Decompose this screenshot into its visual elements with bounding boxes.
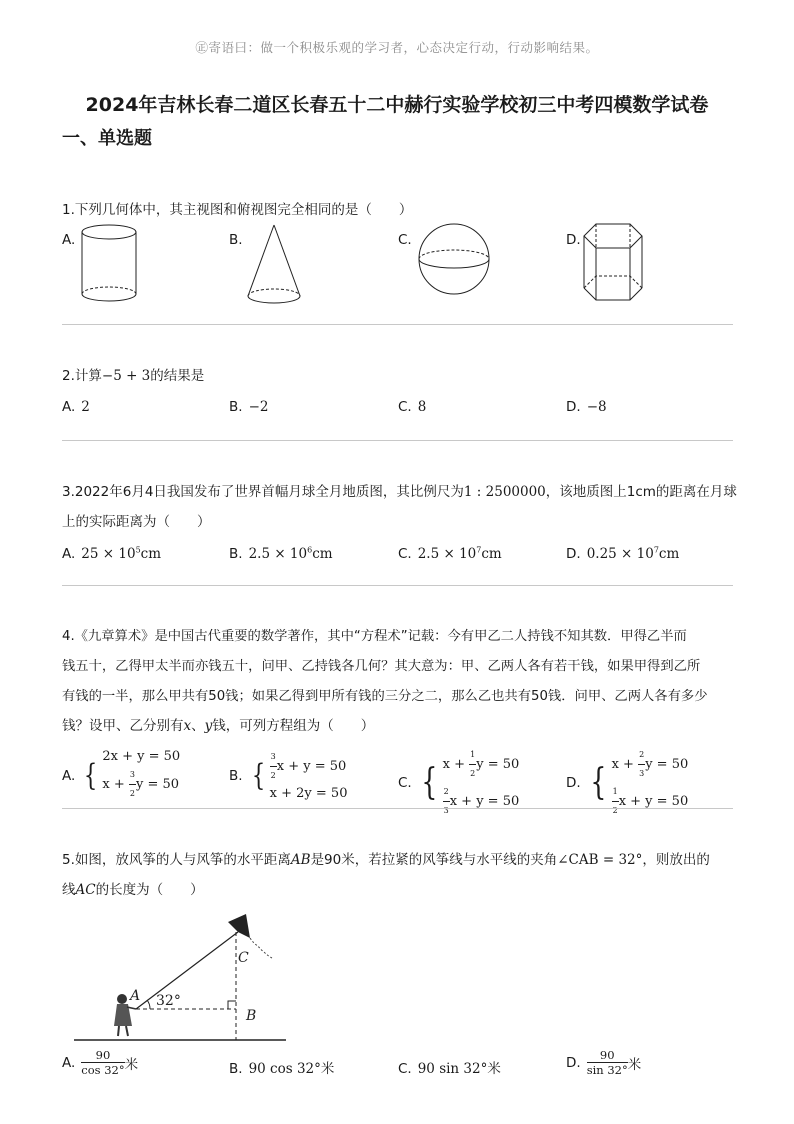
equation-line: 2x + y = 50 — [102, 749, 181, 764]
variable-y: y — [204, 718, 213, 734]
angle-label: 32° — [156, 993, 181, 1009]
option-unit: 米 — [627, 1056, 642, 1073]
segment-ac: AC — [75, 882, 96, 898]
option-mantissa: 25 × 10 — [81, 545, 136, 562]
question-1-stem: 1.下列几何体中，其主视图和俯视图完全相同的是（ ） — [62, 202, 413, 218]
equation-part: x + y = 50 — [276, 759, 347, 774]
fraction-numerator: 90 — [587, 1048, 628, 1063]
option-label: B. — [229, 232, 243, 248]
option-label: B. — [229, 1061, 243, 1077]
option-value: −2 — [248, 399, 269, 415]
q3-stem-text: 3.2022年6月4日我国发布了世界首幅月球全月地质图，其比例尺为 — [62, 484, 464, 500]
q4-stem-text: 钱，可列方程组为（ ） — [212, 718, 375, 734]
kite-figure — [70, 908, 290, 1046]
equation-part: x + — [611, 757, 639, 772]
equation-system: { x + $\frac{2}{3}$ y = 50 $\frac{1}{2}$ x + y = 50 — [587, 746, 689, 820]
option-value: 2 — [81, 399, 90, 415]
fraction-numerator: 2 — [443, 783, 450, 802]
q3-option-c[interactable] — [398, 545, 502, 562]
equation-system: { 2x + y = 50 x + $\frac{3}{2}$ y = 50 — [81, 748, 180, 803]
q5-option-a[interactable] — [62, 1048, 138, 1077]
kite-icon — [228, 914, 272, 958]
cone-icon — [244, 222, 304, 308]
option-label: C. — [398, 775, 412, 791]
fraction-numerator: 1 — [469, 746, 476, 765]
equation-part: x + y = 50 — [449, 794, 520, 809]
equation-line: x + 2y = 50 — [269, 786, 348, 801]
option-label: A. — [62, 399, 76, 415]
angle-cab: ∠CAB = 32° — [557, 852, 643, 868]
question-4-line-4 — [62, 712, 374, 741]
option-unit: 米 — [124, 1056, 139, 1073]
fraction-numerator: 90 — [81, 1048, 124, 1063]
q4-option-a[interactable] — [62, 748, 180, 803]
sphere-icon — [414, 222, 494, 298]
q5-stem-text: ，则放出的 — [642, 852, 710, 868]
equation-part: y = 50 — [135, 777, 180, 792]
fraction-denominator: cos 32° — [81, 1063, 125, 1077]
q2-expression: −5 + 3 — [101, 368, 151, 384]
fraction-numerator: 3 — [129, 766, 136, 785]
option-label: A. — [62, 767, 76, 784]
q5-stem-text: 的长度为（ ） — [95, 882, 204, 898]
kite-string — [136, 932, 238, 1009]
fraction-numerator: 2 — [638, 746, 645, 765]
q3-option-b[interactable] — [229, 545, 333, 562]
question-3-stem-line-1 — [62, 478, 737, 507]
divider — [62, 324, 733, 325]
question-3-stem-line-2: 上的实际距离为（ ） — [62, 514, 211, 530]
option-label: D. — [566, 399, 581, 415]
q5-option-c[interactable] — [398, 1057, 501, 1077]
option-label: D. — [566, 545, 581, 562]
q5-stem-text: 线 — [62, 882, 76, 898]
section-heading: 一、单选题 — [62, 128, 152, 149]
option-label: D. — [566, 775, 581, 791]
divider — [62, 440, 733, 441]
point-c-label: C — [238, 950, 249, 966]
fraction-denominator: 2 — [612, 806, 618, 815]
fraction-denominator: 3 — [443, 806, 449, 815]
question-2-stem — [62, 362, 204, 391]
option-unit: cm — [140, 545, 162, 562]
divider — [62, 808, 733, 809]
option-label: C. — [398, 545, 412, 562]
option-mantissa: 2.5 × 10 — [248, 545, 308, 562]
variable-x: x — [183, 718, 192, 734]
option-label: C. — [398, 232, 412, 248]
fraction-numerator: 1 — [612, 783, 619, 802]
q5-stem-text: 是90米，若拉紧的风筝线与水平线的夹角 — [310, 852, 558, 868]
q2-option-c[interactable] — [398, 399, 426, 415]
question-5-stem-line-2 — [62, 876, 204, 905]
question-4-line-2: 钱五十，乙得甲太半而亦钱五十，问甲、乙持钱各几何？其大意为：甲、乙两人各有若干钱，如果甲得到乙所 — [62, 659, 701, 674]
page-title: 2024年吉林长春二道区长春五十二中赫行实验学校初三中考四模数学试卷 — [85, 94, 709, 116]
fraction-denominator: 2 — [129, 789, 135, 798]
fraction-numerator: 3 — [270, 748, 277, 767]
equation-system: { $\frac{3}{2}$ x + y = 50 x + 2y = 50 — [249, 748, 348, 803]
option-exponent: 5 — [135, 545, 141, 554]
question-4-line-1: 4.《九章算术》是中国古代重要的数学著作，其中“方程术”记载：今有甲乙二人持钱不知其数．甲得乙半而 — [62, 629, 687, 644]
option-label: A. — [62, 232, 76, 248]
equation-part: x + y = 50 — [618, 794, 689, 809]
equation-part: y = 50 — [476, 757, 520, 772]
option-label: D. — [566, 1054, 581, 1071]
q5-option-d[interactable] — [566, 1048, 641, 1077]
angle-arc — [147, 1000, 150, 1009]
option-value: −8 — [586, 399, 607, 415]
option-expression: 90 cos 32° — [248, 1061, 321, 1077]
q5-stem-text: 5.如图，放风筝的人与风筝的水平距离 — [62, 852, 291, 868]
fraction-denominator: sin 32° — [586, 1063, 628, 1077]
q4-option-b[interactable] — [229, 748, 347, 803]
option-unit: cm — [658, 545, 680, 562]
q3-option-a[interactable] — [62, 545, 161, 562]
option-label: B. — [229, 399, 243, 415]
option-exponent: 6 — [307, 545, 313, 554]
option-mantissa: 2.5 × 10 — [417, 545, 477, 562]
option-unit: 米 — [487, 1061, 501, 1077]
q1-option-a[interactable] — [62, 232, 75, 248]
q3-option-d[interactable] — [566, 545, 679, 562]
fraction-denominator: 3 — [639, 769, 645, 778]
question-5-stem-line-1 — [62, 846, 710, 875]
q1-option-d[interactable] — [566, 232, 581, 248]
option-label: D. — [566, 232, 581, 248]
equation-part: y = 50 — [645, 757, 689, 772]
option-unit: cm — [312, 545, 333, 562]
q4-stem-text: 钱？设甲、乙分别有 — [62, 718, 184, 734]
option-exponent: 7 — [653, 545, 659, 554]
q1-option-b[interactable] — [229, 232, 243, 248]
q2-stem-text: 2.计算 — [62, 368, 102, 384]
right-angle-mark — [228, 1001, 236, 1009]
q3-stem-text: ，该地质图上1cm的距离在月球 — [545, 484, 737, 500]
option-label: A. — [62, 1054, 76, 1071]
option-value: 8 — [417, 399, 427, 415]
option-label: A. — [62, 545, 76, 562]
divider — [62, 585, 733, 586]
q3-ratio: 1 : 2500000 — [463, 484, 546, 500]
fraction-denominator: 2 — [470, 769, 476, 778]
cylinder-icon — [78, 222, 140, 306]
option-label: C. — [398, 1061, 412, 1077]
option-label: B. — [229, 767, 243, 784]
option-unit: 米 — [320, 1061, 335, 1077]
option-mantissa: 0.25 × 10 — [586, 545, 654, 562]
option-label: B. — [229, 545, 243, 562]
q2-option-a[interactable] — [62, 399, 90, 415]
option-label: C. — [398, 399, 412, 415]
q5-option-b[interactable] — [229, 1057, 334, 1077]
q2-option-b[interactable] — [229, 399, 268, 415]
q2-option-d[interactable] — [566, 399, 607, 415]
segment-ab: AB — [290, 852, 311, 868]
hexagonal-prism-icon — [580, 220, 650, 306]
option-exponent: 7 — [476, 545, 482, 554]
equation-part: x + — [102, 777, 129, 792]
equation-part: x + — [442, 757, 470, 772]
equation-system: { x + $\frac{1}{2}$ y = 50 $\frac{2}{3}$ x + y = 50 — [418, 746, 520, 820]
fraction-denominator: 2 — [270, 771, 276, 780]
q2-stem-text: 的结果是 — [150, 368, 205, 384]
q1-option-c[interactable] — [398, 232, 412, 248]
motto-text: ㊣寄语曰：做一个积极乐观的学习者，心态决定行动，行动影响结果。 — [195, 40, 599, 55]
question-4-line-3: 有钱的一半，那么甲共有50钱；如果乙得到甲所有钱的三分之二，那么乙也共有50钱．问甲、乙两人各有多少 — [62, 689, 708, 704]
option-expression: 90 sin 32° — [417, 1061, 488, 1077]
point-a-label: A — [130, 988, 141, 1004]
q4-stem-text: 、 — [191, 718, 205, 734]
option-unit: cm — [481, 545, 502, 562]
point-b-label: B — [246, 1008, 257, 1024]
